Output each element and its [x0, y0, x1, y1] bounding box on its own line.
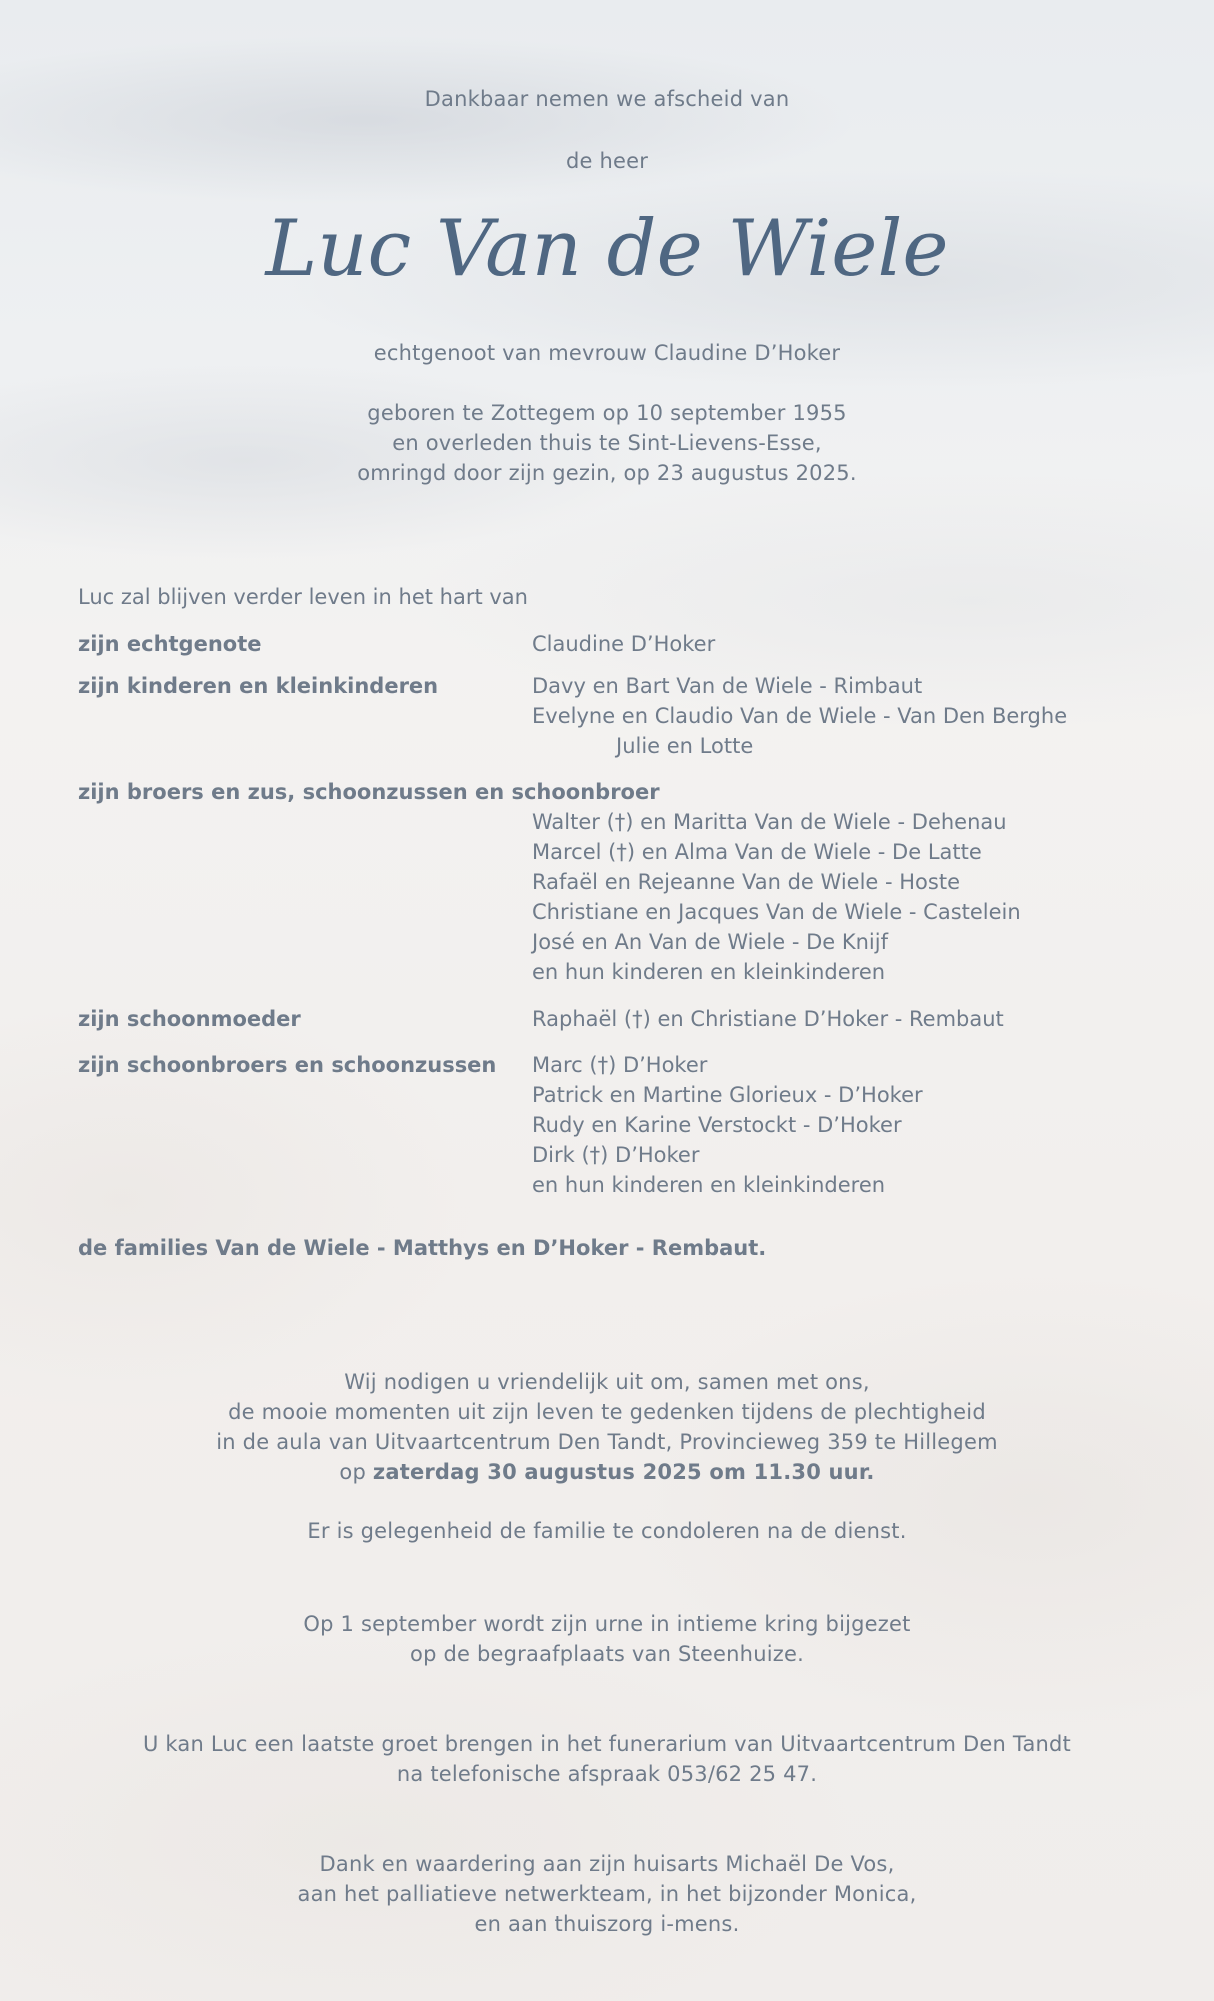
spouse-line: echtgenoot van mevrouw Claudine D’Hoker	[373, 341, 841, 365]
thanks-line: en aan thuiszorg i-mens.	[474, 1912, 740, 1936]
visit-line: na telefonische afspraak 053/62 25 47.	[396, 1762, 818, 1786]
families-line: de families Van de Wiele - Matthys en D’Hoker - Rembaut.	[78, 1236, 767, 1260]
thanks-block	[0, 1849, 1214, 1939]
visit-block	[0, 1729, 1214, 1789]
family-member: José en An Van de Wiele - De Knijf	[532, 930, 888, 954]
family-group-names	[532, 807, 1021, 987]
family-group-label: zijn broers en zus, schoonzussen en schoonbroer	[78, 780, 660, 804]
family-member: Marc (†) D’Hoker	[532, 1053, 708, 1077]
family-group-names	[532, 1050, 923, 1200]
thanks-line: aan het palliatieve netwerkteam, in het bijzonder Monica,	[297, 1882, 917, 1906]
family-member: Claudine D’Hoker	[532, 632, 716, 656]
family-member: Davy en Bart Van de Wiele - Rimbaut	[532, 674, 923, 698]
family-member: Patrick en Martine Glorieux - D’Hoker	[532, 1083, 923, 1107]
ceremony-line: Wij nodigen u vriendelijk uit om, samen met ons,	[344, 1370, 870, 1394]
ceremony-date-prefix: op	[339, 1460, 367, 1484]
family-group-label: zijn schoonbroers en schoonzussen	[78, 1053, 497, 1077]
family-group-names	[532, 1004, 1004, 1034]
family-group-label: zijn schoonmoeder	[78, 1007, 301, 1031]
family-member: Marcel (†) en Alma Van de Wiele - De Latte	[532, 840, 982, 864]
family-member: en hun kinderen en kleinkinderen	[532, 1173, 886, 1197]
family-member: Raphaël (†) en Christiane D’Hoker - Rembaut	[532, 1007, 1004, 1031]
ceremony-line: in de aula van Uitvaartcentrum Den Tandt, Provincieweg 359 te Hillegem	[216, 1430, 998, 1454]
family-member: Rafaël en Rejeanne Van de Wiele - Hoste	[532, 870, 960, 894]
family-group-label: zijn kinderen en kleinkinderen	[78, 674, 439, 698]
family-group-names	[532, 629, 715, 659]
ceremony-block	[0, 1367, 1214, 1487]
condolence-line: Er is gelegenheid de familie te condoleren na de dienst.	[307, 1519, 907, 1543]
family-intro: Luc zal blijven verder leven in het hart van	[78, 585, 528, 609]
family-member: Evelyne en Claudio Van de Wiele - Van Den Berghe	[532, 704, 1068, 728]
deceased-name: Luc Van de Wiele	[265, 204, 949, 294]
ceremony-date-line	[0, 1457, 1214, 1487]
intro-text: Dankbaar nemen we afscheid van	[424, 87, 790, 111]
family-member: Walter (†) en Maritta Van de Wiele - Dehenau	[532, 810, 1007, 834]
burial-line: Op 1 september wordt zijn urne in intieme kring bijgezet	[303, 1612, 911, 1636]
visit-line: U kan Luc een laatste groet brengen in het funerarium van Uitvaartcentrum Den Tandt	[142, 1732, 1071, 1756]
birth-death-line: en overleden thuis te Sint-Lievens-Esse,	[392, 431, 822, 455]
family-member: Rudy en Karine Verstockt - D’Hoker	[532, 1113, 902, 1137]
family-group-label: zijn echtgenote	[78, 632, 262, 656]
honorific: de heer	[565, 149, 649, 173]
family-group-names	[532, 671, 1067, 761]
birth-death-line: omringd door zijn gezin, op 23 augustus 2025.	[357, 461, 857, 485]
birth-death-block	[0, 398, 1214, 488]
birth-death-line: geboren te Zottegem op 10 september 1955	[367, 401, 847, 425]
ceremony-date: zaterdag 30 augustus 2025 om 11.30 uur.	[372, 1460, 875, 1484]
ceremony-line: de mooie momenten uit zijn leven te gedenken tijdens de plechtigheid	[228, 1400, 986, 1424]
family-member: Christiane en Jacques Van de Wiele - Castelein	[532, 900, 1021, 924]
family-member: Julie en Lotte	[616, 734, 754, 758]
burial-line: op de begraafplaats van Steenhuize.	[410, 1642, 804, 1666]
family-member: Dirk (†) D’Hoker	[532, 1143, 700, 1167]
family-member: en hun kinderen en kleinkinderen	[532, 960, 886, 984]
burial-block	[0, 1609, 1214, 1669]
thanks-line: Dank en waardering aan zijn huisarts Michaël De Vos,	[319, 1852, 895, 1876]
